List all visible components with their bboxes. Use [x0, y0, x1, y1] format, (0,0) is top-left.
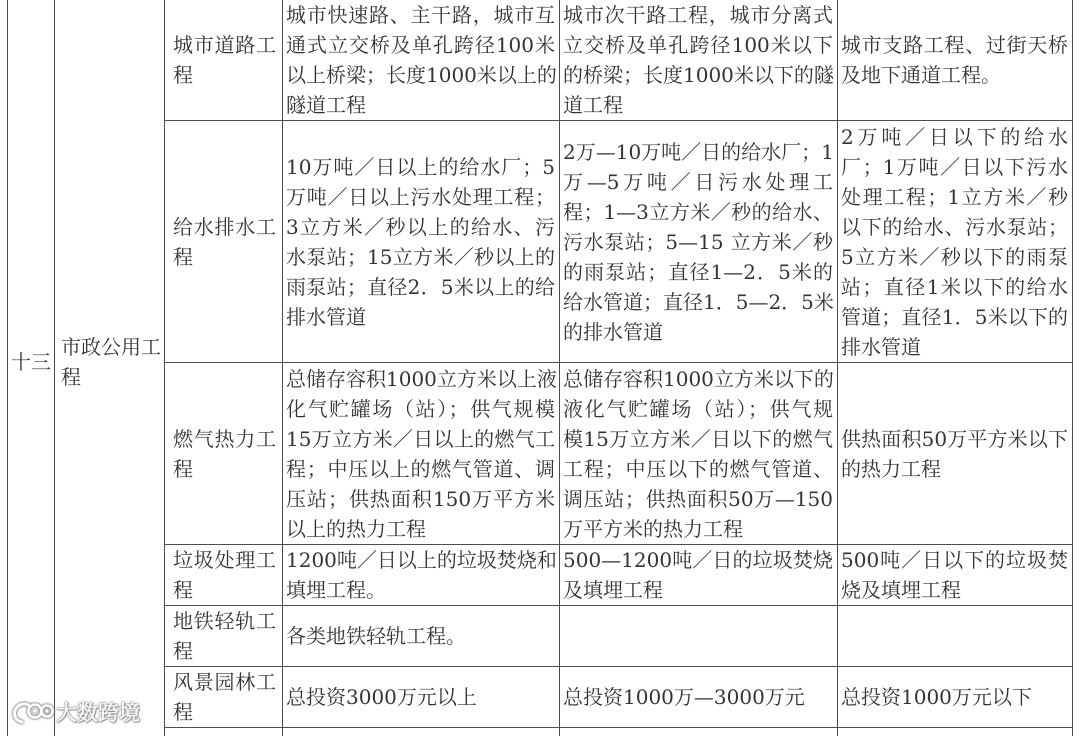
- engineering-scale-table: [7, 0, 1073, 736]
- large-scale-text-line: 总储存容积1000立方米以上液: [286, 366, 557, 391]
- large-scale-text-line: 万吨／日以上污水处理工程；: [286, 184, 555, 209]
- medium-scale-cell: [560, 545, 838, 606]
- large-scale-cell: [283, 0, 560, 121]
- small-scale-cell: [838, 545, 1073, 606]
- large-scale-text-line: 通式立交桥及单孔跨径100米: [286, 33, 555, 57]
- engineering-type-cell: [165, 545, 283, 606]
- engineering-type-text-line: 程: [173, 456, 193, 481]
- large-scale-text-line: 程；中压以上的燃气管道、调: [286, 456, 555, 481]
- small-scale-text-line: 2万吨／日以下的给水: [841, 124, 1068, 149]
- medium-scale-cell: [560, 121, 838, 363]
- medium-scale-text-line: 调压站；供热面积50万—150: [563, 486, 833, 511]
- engineering-type-text-line: 给水排水工: [173, 214, 276, 239]
- small-scale-text-line: 500吨／日以下的垃圾焚: [841, 548, 1068, 572]
- medium-scale-text-line: 城市次干路工程，城市分离式: [563, 3, 833, 27]
- small-scale-text-line: 供热面积50万平方米以下: [841, 426, 1068, 451]
- small-scale-text-line: 及地下通道工程。: [841, 63, 1001, 87]
- small-scale-text-line: 烧及填埋工程: [841, 578, 961, 602]
- large-scale-text-line: 排水管道: [286, 304, 366, 329]
- small-scale-text-line: 城市支路工程、过街天桥: [841, 33, 1068, 57]
- engineering-type-cell: [165, 121, 283, 363]
- engineering-type-text-line: 燃气热力工: [173, 426, 276, 451]
- small-scale-text-line: 5立方米／秒以下的雨泵: [841, 244, 1068, 269]
- large-scale-text-line: 3立方米／秒以上的给水、污: [286, 214, 555, 239]
- medium-scale-text-line: 万平方米的热力工程: [563, 516, 743, 541]
- large-scale-text-line: 压站；供热面积150万平方米: [286, 486, 555, 511]
- small-scale-text-line: 的热力工程: [841, 456, 941, 481]
- medium-scale-text-line: 模15万立方米／日以下的燃气: [563, 426, 833, 451]
- medium-scale-cell: [560, 0, 838, 121]
- small-scale-text-line: 站；直径1米以下的给水: [841, 274, 1068, 299]
- small-scale-cell: [838, 667, 1073, 728]
- medium-scale-text-line: 总储存容积1000立方米以下的: [563, 366, 834, 391]
- engineering-type-text-line: 地铁轻轨工: [173, 609, 276, 633]
- large-scale-cell: [283, 606, 560, 667]
- engineering-type-text-line: 程: [173, 244, 193, 269]
- large-scale-text-line: 10万吨／日以上的给水厂；5: [286, 154, 555, 179]
- medium-scale-text-line: 万—5万吨／日污水处理工: [563, 169, 833, 194]
- medium-scale-text-line: 道工程: [563, 93, 623, 117]
- large-scale-text-line: 填埋工程。: [286, 578, 386, 602]
- small-scale-cell: [838, 363, 1073, 545]
- large-scale-text-line: 各类地铁轻轨工程。: [286, 624, 466, 648]
- small-scale-text-line: 以下的给水、污水泵站；: [841, 214, 1068, 239]
- large-scale-text-line: 隧道工程: [286, 93, 366, 117]
- small-scale-cell: [838, 606, 1073, 667]
- small-scale-cell: [838, 0, 1073, 121]
- small-scale-text-line: 处理工程；1立方米／秒: [841, 184, 1068, 209]
- medium-scale-text-line: 500—1200吨／日的垃圾焚烧: [563, 548, 833, 572]
- category-cell: [55, 0, 165, 736]
- medium-scale-text-line: 给水管道；直径1．5—2．5米: [563, 289, 834, 314]
- engineering-type-cell: [165, 606, 283, 667]
- category-name-line: 市政公用工: [61, 335, 161, 359]
- medium-scale-text-line: 总投资1000万—3000万元: [563, 685, 805, 709]
- large-scale-cell: [283, 667, 560, 728]
- engineering-type-text-line: 程: [173, 578, 193, 602]
- large-scale-text-line: 1200吨／日以上的垃圾焚烧和: [286, 548, 557, 572]
- medium-scale-text-line: 污水泵站；5—15 立方米／秒: [563, 229, 833, 254]
- medium-scale-text-line: 2万—10万吨／日的给水厂；1: [563, 139, 834, 164]
- section-number: 十三: [11, 350, 51, 374]
- engineering-type-text-line: 程: [173, 63, 193, 87]
- next-row-type-cell: [165, 728, 283, 736]
- small-scale-text-line: 总投资1000万元以下: [841, 685, 1032, 709]
- engineering-type-text-line: 城市道路工: [173, 33, 276, 57]
- small-scale-text-line: 排水管道: [841, 334, 921, 359]
- large-scale-cell: [283, 121, 560, 363]
- medium-scale-text-line: 液化气贮罐场（站）；供气规: [563, 396, 833, 421]
- large-scale-text-line: 以上桥梁；长度1000米以上的: [286, 63, 557, 87]
- next-row-medium-cell: [560, 728, 838, 736]
- medium-scale-text-line: 的雨泵站；直径1—2．5米的: [563, 259, 833, 284]
- engineering-type-text-line: 程: [173, 700, 193, 724]
- small-scale-text-line: 管道；直径1．5米以下的: [841, 304, 1068, 329]
- medium-scale-text-line: 及填埋工程: [563, 578, 663, 602]
- large-scale-text-line: 以上的热力工程: [286, 516, 426, 541]
- medium-scale-text-line: 的排水管道: [563, 319, 663, 344]
- engineering-type-cell: [165, 363, 283, 545]
- large-scale-text-line: 雨泵站；直径2．5米以上的给: [286, 274, 555, 299]
- large-scale-text-line: 总投资3000万元以上: [286, 685, 477, 709]
- medium-scale-text-line: 的桥梁；长度1000米以下的隧: [563, 63, 834, 87]
- category-name-line: 程: [61, 365, 81, 389]
- medium-scale-text-line: 程；1—3立方米／秒的给水、: [563, 199, 833, 224]
- engineering-type-text-line: 风景园林工: [173, 670, 276, 694]
- medium-scale-text-line: 立交桥及单孔跨径100米以下: [563, 33, 833, 57]
- engineering-type-cell: [165, 0, 283, 121]
- large-scale-text-line: 化气贮罐场（站）；供气规模: [286, 396, 555, 421]
- medium-scale-cell: [560, 606, 838, 667]
- engineering-type-text-line: 垃圾处理工: [173, 548, 276, 572]
- medium-scale-text-line: 工程；中压以下的燃气管道、: [563, 456, 833, 481]
- large-scale-text-line: 15万立方米／日以上的燃气工: [286, 426, 555, 451]
- small-scale-cell: [838, 121, 1073, 363]
- medium-scale-cell: [560, 363, 838, 545]
- next-row-large-cell: [283, 728, 560, 736]
- small-scale-text-line: 厂；1万吨／日以下污水: [841, 154, 1068, 179]
- large-scale-text-line: 水泵站；15立方米／秒以上的: [286, 244, 555, 269]
- engineering-type-text-line: 程: [173, 639, 193, 663]
- large-scale-cell: [283, 363, 560, 545]
- medium-scale-cell: [560, 667, 838, 728]
- watermark-text: 大数跨境: [56, 701, 140, 725]
- large-scale-text-line: 城市快速路、主干路，城市互: [286, 3, 555, 27]
- engineering-type-cell: [165, 667, 283, 728]
- section-number-cell: [8, 0, 55, 736]
- large-scale-cell: [283, 545, 560, 606]
- next-row-small-cell: [838, 728, 1073, 736]
